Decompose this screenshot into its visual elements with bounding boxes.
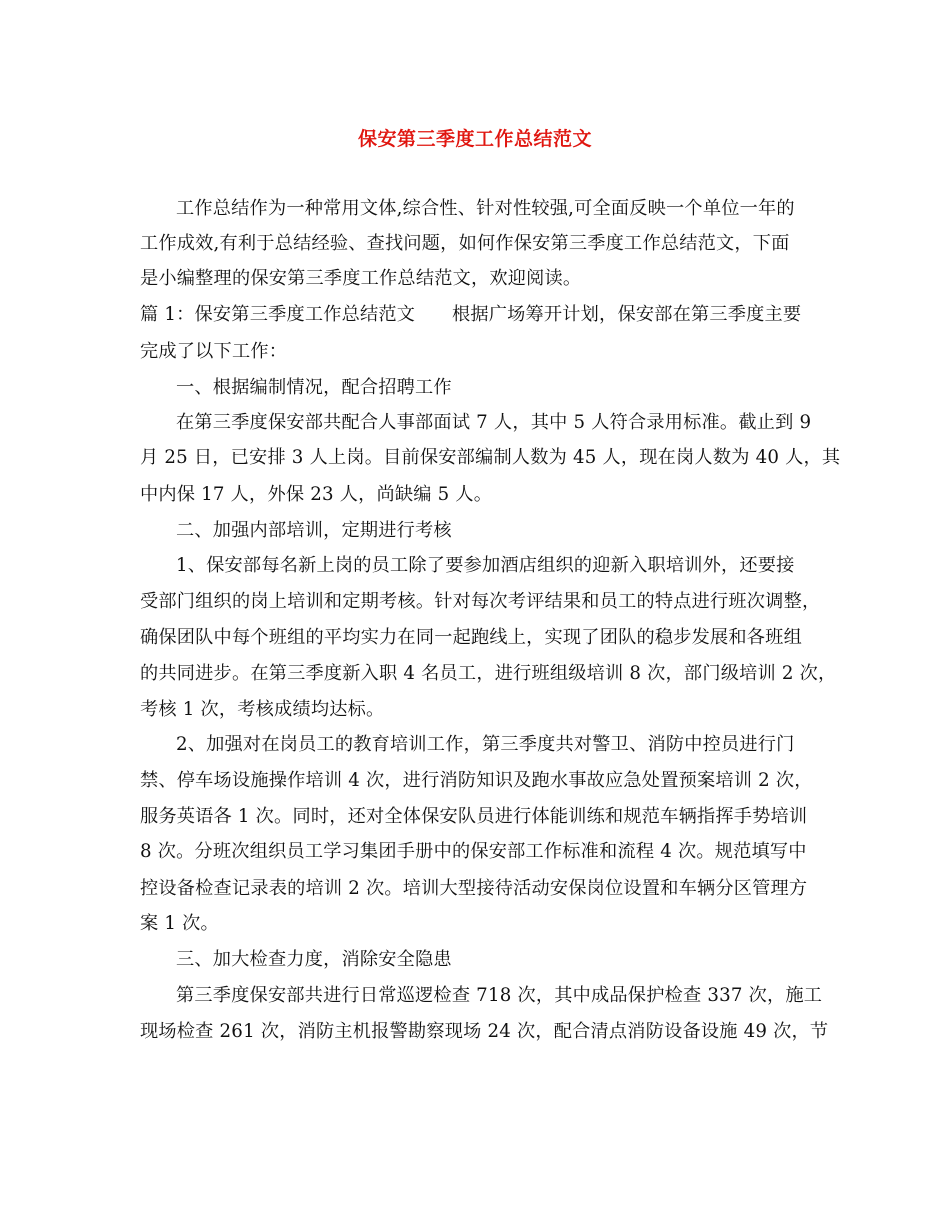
paragraph-line: 8 次。分班次组织员工学习集团手册中的保安部工作标准和流程 4 次。规范填写中 xyxy=(140,841,807,862)
paragraph-line: 现场检查 261 次，消防主机报警勘察现场 24 次，配合清点消防设备设施 49 次，节 xyxy=(140,1021,829,1042)
paragraph-line: 是小编整理的保安第三季度工作总结范文，欢迎阅读。 xyxy=(140,268,582,289)
paragraph-line: 工作成效,有利于总结经验、查找问题，如何作保安第三季度工作总结范文，下面 xyxy=(140,233,790,254)
document-title: 保安第三季度工作总结范文 xyxy=(357,128,592,150)
paragraph-line: 篇 1：保安第三季度工作总结范文 根据广场筹开计划，保安部在第三季度主要 xyxy=(140,304,802,325)
paragraph-line: 中内保 17 人，外保 23 人，尚缺编 5 人。 xyxy=(140,484,493,505)
paragraph-line: 案 1 次。 xyxy=(140,913,219,934)
paragraph-line: 确保团队中每个班组的平均实力在同一起跑线上，实现了团队的稳步发展和各班组 xyxy=(140,627,802,648)
paragraph-line: 第三季度保安部共进行日常巡逻检查 718 次，其中成品保护检查 337 次，施工 xyxy=(176,985,823,1006)
paragraph-line: 月 25 日，已安排 3 人上岗。目前保安部编制人数为 45 人，现在岗人数为 40 人，其 xyxy=(140,447,841,468)
paragraph-line: 控设备检查记录表的培训 2 次。培训大型接待活动安保岗位设置和车辆分区管理方 xyxy=(140,878,808,899)
paragraph-line: 完成了以下工作： xyxy=(140,341,288,362)
paragraph-line: 服务英语各 1 次。同时，还对全体保安队员进行体能训练和规范车辆指挥手势培训 xyxy=(140,806,808,827)
paragraph-line: 的共同进步。在第三季度新入职 4 名员工，进行班组级培训 8 次，部门级培训 2 次， xyxy=(140,663,837,684)
paragraph-line: 工作总结作为一种常用文体,综合性、针对性较强,可全面反映一个单位一年的 xyxy=(176,198,795,219)
paragraph-line: 在第三季度保安部共配合人事部面试 7 人，其中 5 人符合录用标准。截止到 9 xyxy=(176,412,812,433)
section-heading: 一、根据编制情况，配合招聘工作 xyxy=(176,377,452,398)
section-heading: 三、加大检查力度，消除安全隐患 xyxy=(176,949,452,970)
paragraph-line: 受部门组织的岗上培训和定期考核。针对每次考评结果和员工的特点进行班次调整， xyxy=(140,591,821,612)
section-heading: 二、加强内部培训，定期进行考核 xyxy=(176,520,452,541)
paragraph-line: 考核 1 次，考核成绩均达标。 xyxy=(140,699,385,720)
paragraph-line: 禁、停车场设施操作培训 4 次，进行消防知识及跑水事故应急处置预案培训 2 次， xyxy=(140,770,813,791)
paragraph-line: 2、加强对在岗员工的教育培训工作，第三季度共对警卫、消防中控员进行门 xyxy=(176,734,795,755)
paragraph-line: 1、保安部每名新上岗的员工除了要参加酒店组织的迎新入职培训外，还要接 xyxy=(176,555,795,576)
